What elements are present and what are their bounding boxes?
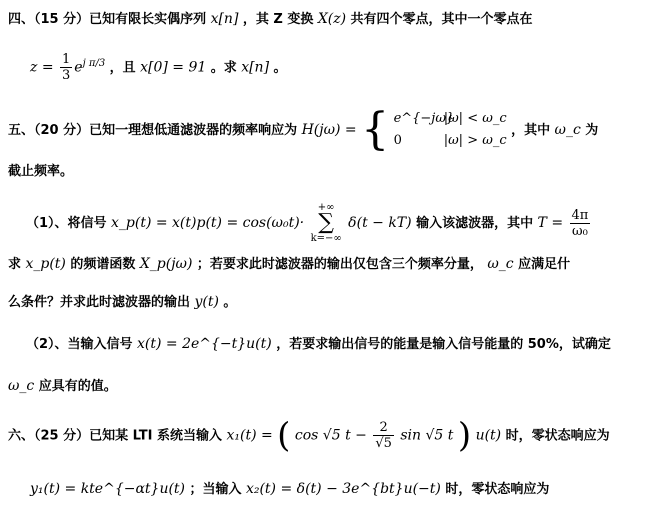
q5-line1	[8, 104, 599, 155]
q5-case2-cond: |ω| > ω_c	[443, 133, 507, 148]
q5-p1-l2a: 求	[8, 257, 22, 272]
q6-x1: x₁(t) =	[226, 427, 273, 444]
q6-sin: sin √5 t	[400, 427, 454, 444]
q5-T-fraction	[570, 208, 591, 239]
q5-case1-cond: |ω| < ω_c	[443, 111, 507, 126]
q5-line2	[8, 160, 73, 179]
q5-p1-eq: x_p(t) = x(t)p(t) = cos(ω₀t)·	[111, 215, 305, 231]
q4-z-eq: z =	[30, 59, 54, 76]
q6-paren-close: )	[457, 415, 472, 456]
q5-p2-tail: ，若要求输出信号的能量是输入信号能量的 50%，试确定	[276, 337, 611, 352]
q5-p1-delta: δ(t − kT)	[348, 215, 412, 231]
q5-p1-mid: 输入该滤波器，其中	[416, 216, 534, 231]
q4-xn: x[n]	[210, 11, 239, 27]
q5-p2-l2b: 应具有的值。	[38, 379, 117, 394]
q5-summation	[311, 202, 342, 244]
q4-Xz: X(z)	[317, 11, 347, 27]
q5-p1-l3b: y(t)	[194, 294, 219, 310]
q5-p1-l2d: X_p(jω)	[139, 256, 193, 272]
q4-exp-sup: j π/3	[82, 57, 106, 69]
q6-tail: 时，零状态响应为	[505, 428, 610, 444]
q5-p2-label: （2）、当输入信号	[26, 337, 133, 352]
q5-case1-val: e^{−jω}	[393, 111, 455, 126]
q5-T-den: ω₀	[572, 223, 588, 239]
q4-line2	[30, 52, 287, 83]
q6-y1: y₁(t) = kte^{−αt}u(t)	[30, 481, 186, 497]
q5-label: 五、（20 分）已知一理想低通滤波器的频率响应为	[8, 123, 298, 138]
q5-p1-l3c: 。	[223, 295, 237, 310]
q5-p1-l2f: ω_c	[487, 256, 514, 272]
q6-label: 六、（25 分）已知某 LTI 系统当输入	[8, 428, 223, 444]
q5-p2-line2	[8, 375, 117, 394]
q6-fraction	[373, 420, 394, 451]
q5-tail2: 为	[585, 123, 599, 138]
q5-p2-line1	[26, 333, 611, 352]
q5-p1-l2e: ；若要求此时滤波器的输出仅包含三个频率分量，	[196, 257, 483, 272]
q4-tail: 共有四个零点，其中一个零点在	[350, 12, 533, 27]
q4-end: 。	[273, 60, 287, 76]
q6-cos: cos √5 t −	[294, 427, 367, 444]
q5-p2-eq: x(t) = 2e^{−t}u(t)	[137, 336, 272, 352]
q6-u: u(t)	[475, 427, 502, 444]
q4-frac-den: 3	[62, 68, 71, 83]
q5-cases	[394, 108, 507, 152]
q6-frac-den: √5	[375, 436, 392, 451]
q5-p1-l2c: 的频谱函数	[70, 257, 136, 272]
q6-x2: x₂(t) = δ(t) − 3e^{bt}u(−t)	[245, 481, 441, 497]
q5-line2-text: 截止频率。	[8, 164, 74, 179]
q5-p2-l2a: ω_c	[8, 378, 35, 394]
q5-p1-line1	[26, 202, 592, 244]
q5-T-eq: T =	[537, 215, 564, 231]
q6-frac-num: 2	[373, 420, 394, 436]
q5-p1-l2g: 应满足什	[518, 257, 571, 272]
q5-p1-line2	[8, 253, 570, 272]
q6-paren-open: (	[277, 415, 291, 456]
q5-tail: ，其中	[511, 123, 551, 138]
q4-ask: 。求	[210, 60, 237, 76]
q6-tail2: 时，零状态响应为	[445, 482, 550, 497]
q5-p1-line3	[8, 291, 236, 310]
q5-sum-bot: k=−∞	[310, 233, 342, 244]
q5-wc: ω_c	[554, 122, 581, 138]
q4-label: 四、（15 分）已知有限长实偶序列	[8, 12, 207, 27]
q5-H: H(jω) =	[301, 122, 357, 138]
q4-cond: ，且	[109, 60, 136, 76]
q4-x0: x[0] = 91	[140, 59, 207, 76]
q4-exp-base: e	[74, 59, 83, 76]
q5-sum-top: +∞	[317, 202, 335, 213]
q5-p1-l2b: x_p(t)	[25, 256, 66, 272]
q6-line1	[8, 415, 610, 456]
q5-brace: {	[361, 104, 390, 155]
q4-line1	[8, 8, 533, 27]
q6-line2	[30, 478, 549, 497]
q5-p1-label: （1）、将信号	[26, 216, 107, 231]
q6-mid: ；当输入	[189, 482, 242, 497]
q4-xn2: x[n]	[241, 59, 270, 76]
q4-mid: ，其 Z 变换	[242, 12, 314, 27]
sigma-icon: ∑	[318, 210, 334, 235]
q5-case2-val: 0	[393, 133, 402, 148]
q5-T-num: 4π	[571, 207, 589, 223]
q5-p1-l3a: 么条件？并求此时滤波器的输出	[8, 295, 191, 310]
q4-frac-num: 1	[62, 52, 71, 67]
q4-fraction	[60, 52, 72, 83]
